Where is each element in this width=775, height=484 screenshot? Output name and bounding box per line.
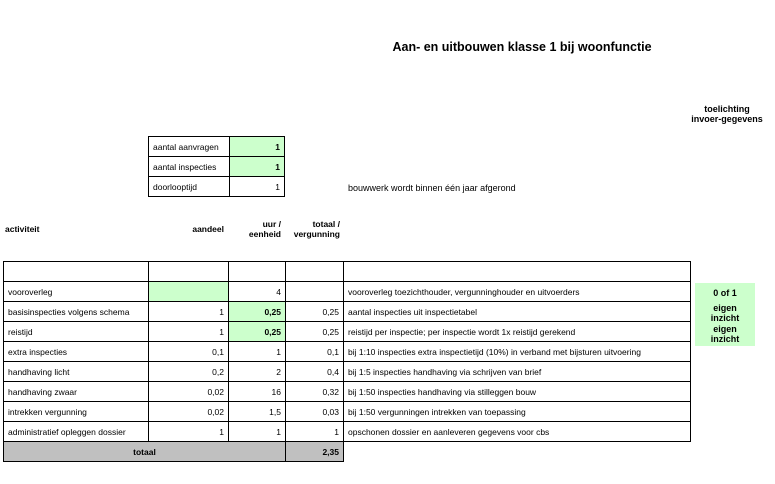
cell-activiteit: extra inspecties [4, 342, 149, 362]
table-row [4, 402, 691, 422]
table-row [4, 322, 691, 342]
cell-toelichting: bij 1:10 inspecties extra inspectietijd (10%) in verband met bijsturen uitvoering [344, 342, 691, 362]
table-row [4, 262, 691, 282]
cell-aandeel: 0,2 [149, 362, 229, 382]
cell-toelichting: aantal inspecties uit inspectietabel [344, 302, 691, 322]
side-note: eigen inzicht [710, 324, 740, 344]
cell-aandeel: 1 [149, 422, 229, 442]
input-aantal-aanvragen[interactable]: 1 [230, 137, 285, 157]
input-table [148, 136, 285, 197]
header-uur: uur / eenheid [248, 219, 281, 239]
totaal-label: totaal [4, 442, 286, 462]
page-title: Aan- en uitbouwen klasse 1 bij woonfunctie [392, 40, 652, 54]
cell-aandeel[interactable] [149, 282, 229, 302]
cell-aandeel: 0,02 [149, 382, 229, 402]
table-row [4, 282, 691, 302]
cell-activiteit: administratief opleggen dossier [4, 422, 149, 442]
cell-aandeel: 0,1 [149, 342, 229, 362]
cell-aandeel: 1 [149, 322, 229, 342]
cell-aandeel: 1 [149, 302, 229, 322]
cell-totaal: 0,25 [286, 302, 344, 322]
cell-activiteit: reistijd [4, 322, 149, 342]
totaal-value: 2,35 [286, 442, 344, 462]
cell-aandeel: 0,02 [149, 402, 229, 422]
cell-uur: 16 [229, 382, 286, 402]
input-aantal-inspecties[interactable]: 1 [230, 157, 285, 177]
cell-totaal: 0,4 [286, 362, 344, 382]
cell-totaal: 0,25 [286, 322, 344, 342]
cell-toelichting: bij 1:50 vergunningen intrekken van toepassing [344, 402, 691, 422]
table-row [4, 422, 691, 442]
side-note: 0 of 1 [713, 288, 737, 298]
side-note: eigen inzicht [710, 303, 740, 323]
input-doorlooptijd: 1 [230, 177, 285, 197]
input-label: doorlooptijd [149, 177, 230, 197]
table-row [4, 302, 691, 322]
cell-totaal: 0,03 [286, 402, 344, 422]
cell-activiteit: vooroverleg [4, 282, 149, 302]
cell-totaal: 1 [286, 422, 344, 442]
header-activiteit: activiteit [5, 224, 40, 234]
cell-toelichting: bij 1:5 inspecties handhaving via schrijven van brief [344, 362, 691, 382]
cell-activiteit: handhaving zwaar [4, 382, 149, 402]
cell-uur: 1 [229, 422, 286, 442]
cell-uur[interactable]: 0,25 [229, 322, 286, 342]
table-row [4, 362, 691, 382]
cell-uur: 4 [229, 282, 286, 302]
doorlooptijd-note: bouwwerk wordt binnen één jaar afgerond [348, 183, 516, 193]
cell-toelichting: bij 1:50 inspecties handhaving via stilleggen bouw [344, 382, 691, 402]
cell-uur: 1,5 [229, 402, 286, 422]
cell-uur[interactable]: 0,25 [229, 302, 286, 322]
cell-totaal: 0,1 [286, 342, 344, 362]
table-row [4, 382, 691, 402]
cell-activiteit: handhaving licht [4, 362, 149, 382]
cell-toelichting: opschonen dossier en aanleveren gegevens voor cbs [344, 422, 691, 442]
side-notes [695, 283, 755, 346]
cell-uur: 1 [229, 342, 286, 362]
input-label: aantal aanvragen [149, 137, 230, 157]
input-label: aantal inspecties [149, 157, 230, 177]
cell-toelichting: vooroverleg toezichthouder, vergunninghouder en uitvoerders [344, 282, 691, 302]
toelichting-header: toelichting invoer-gegevens [691, 104, 763, 124]
cell-totaal [286, 282, 344, 302]
totaal-row [4, 442, 691, 462]
header-aandeel: aandeel [192, 224, 224, 234]
table-row [4, 342, 691, 362]
cell-uur: 2 [229, 362, 286, 382]
header-totaal: totaal / vergunning [293, 219, 340, 239]
cell-totaal: 0,32 [286, 382, 344, 402]
cell-activiteit: basisinspecties volgens schema [4, 302, 149, 322]
cell-activiteit: intrekken vergunning [4, 402, 149, 422]
cell-toelichting: reistijd per inspectie; per inspectie wordt 1x reistijd gerekend [344, 322, 691, 342]
activity-table [3, 261, 691, 462]
